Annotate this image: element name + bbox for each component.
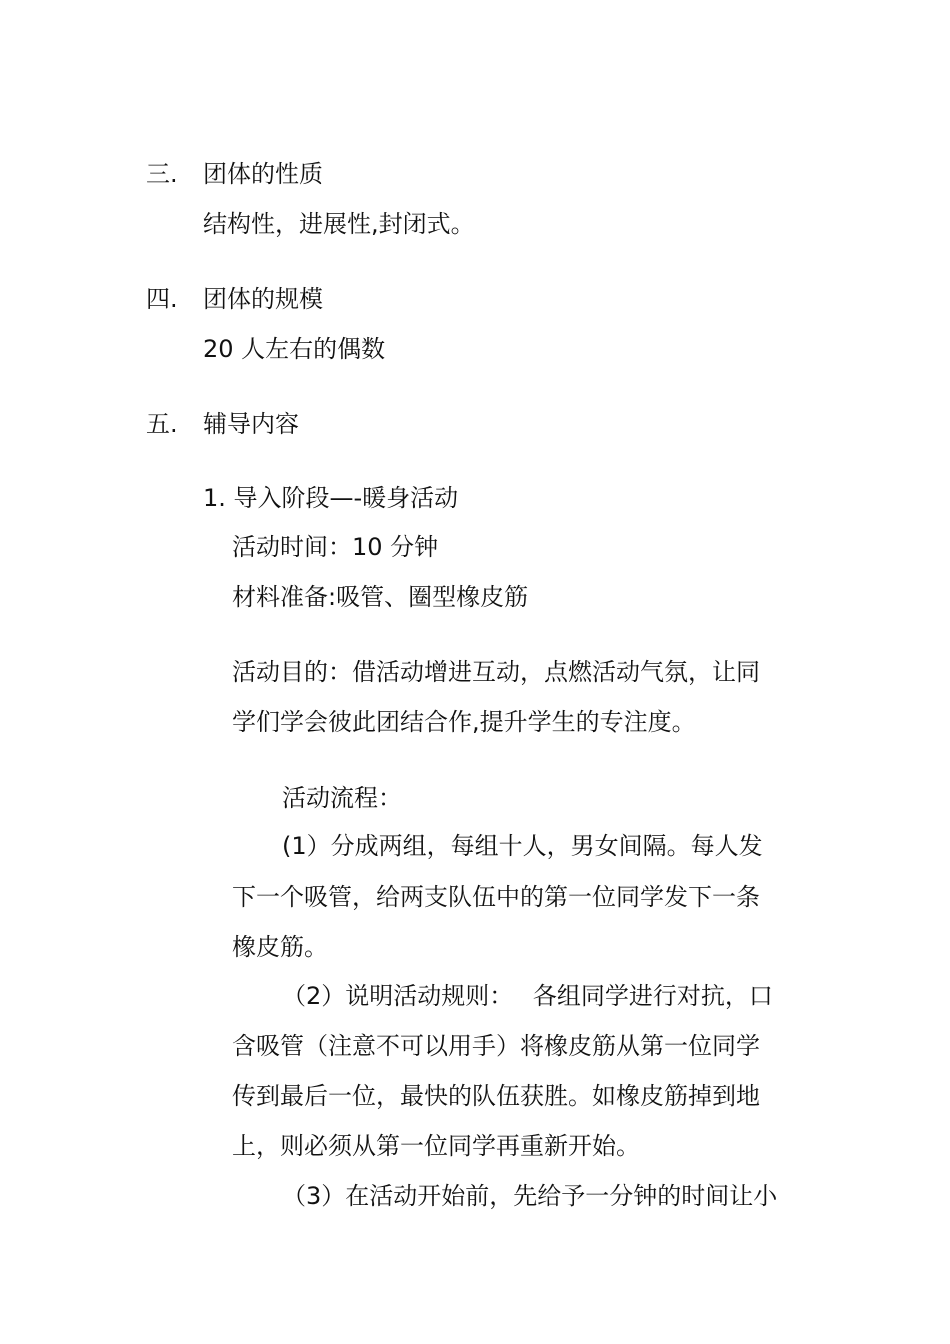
section-number: 四. [146, 285, 178, 313]
process-line: 下一个吸管，给两支队伍中的第一位同学发下一条 [232, 883, 760, 911]
section-body: 结构性，进展性,封闭式。 [203, 210, 475, 238]
item-title: 1. 导入阶段—-暖身活动 [203, 484, 459, 512]
process-line: (1）分成两组，每组十人，男女间隔。每人发 [282, 832, 763, 860]
process-line: 上，则必须从第一位同学再重新开始。 [232, 1132, 640, 1160]
section-heading: 团体的性质 [203, 160, 323, 188]
process-line: 含吸管（注意不可以用手）将橡皮筋从第一位同学 [232, 1032, 760, 1060]
process-line: 传到最后一位，最快的队伍获胜。如橡皮筋掉到地 [232, 1082, 760, 1110]
section-number: 三. [146, 160, 178, 188]
purpose-line: 活动目的：借活动增进互动，点燃活动气氛，让同 [232, 658, 760, 686]
section-body: 20 人左右的偶数 [203, 335, 386, 363]
process-line: （3）在活动开始前，先给予一分钟的时间让小 [282, 1182, 778, 1210]
process-line: 橡皮筋。 [232, 933, 328, 961]
materials: 材料准备:吸管、圈型橡皮筋 [232, 583, 529, 611]
process-line: （2）说明活动规则： 各组同学进行对抗，口 [282, 982, 773, 1010]
section-number: 五. [146, 410, 178, 438]
section-heading: 辅导内容 [203, 410, 299, 438]
purpose-line: 学们学会彼此团结合作,提升学生的专注度。 [232, 708, 696, 736]
activity-time: 活动时间：10 分钟 [232, 533, 439, 561]
process-label: 活动流程： [282, 784, 402, 812]
section-heading: 团体的规模 [203, 285, 323, 313]
